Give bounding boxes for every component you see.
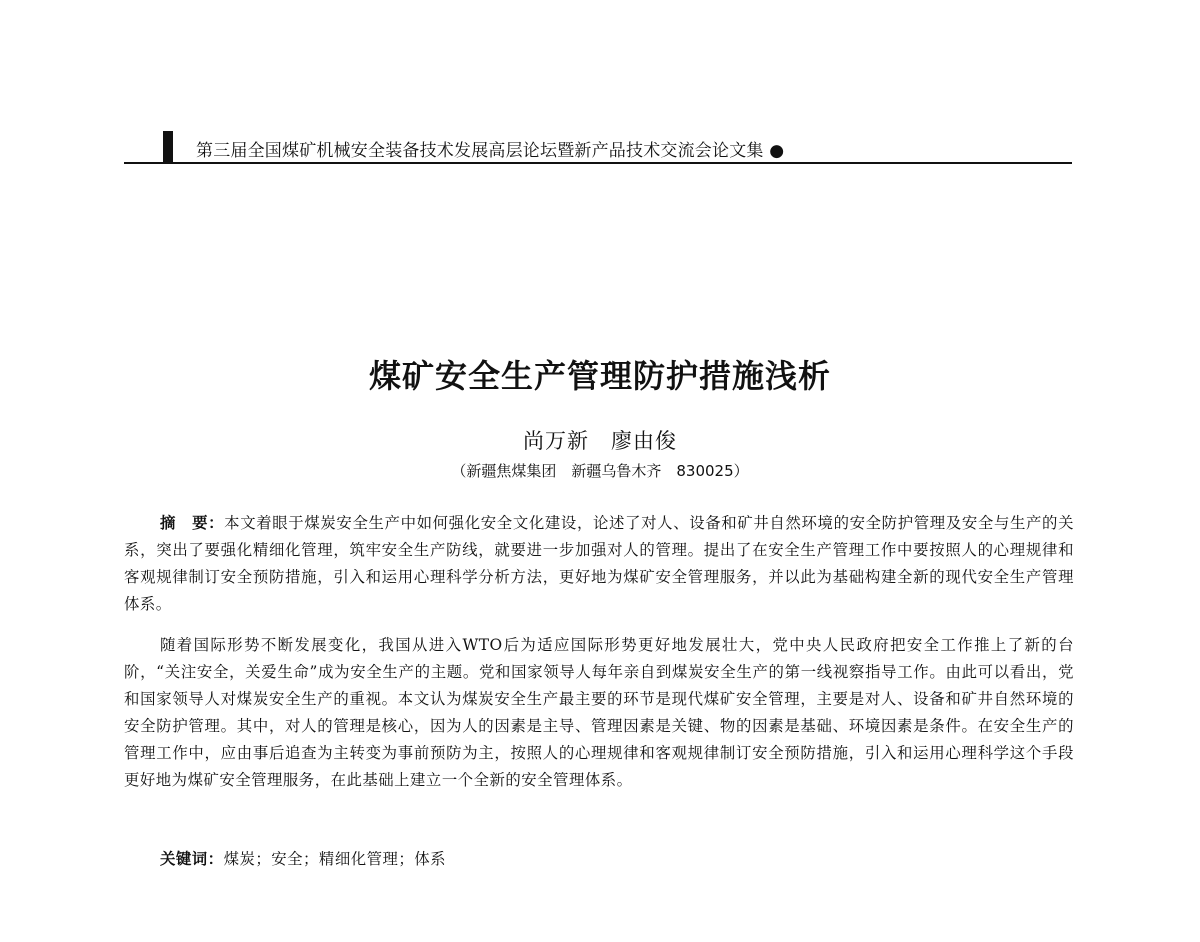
header-bar-mark: [163, 131, 173, 163]
header-rule: [124, 162, 1072, 164]
abstract-label: 摘 要：: [160, 514, 225, 532]
running-header: [196, 136, 784, 161]
paper-authors: 尚万新 廖由俊: [523, 429, 677, 453]
paper-title: 煤矿安全生产管理防护措施浅析: [368, 357, 831, 395]
header-bullet: ●: [769, 141, 785, 161]
intro-text: 随着国际形势不断发展变化，我国从进入WTO后为适应国际形势更好地发展壮大，党中央人民政府把安全工作推上了新的台阶，“关注安全，关爱生命”成为安全生产的主题。党和国家领导人每年亲自到煤炭安全生产的第一线视察指导工作。由此可以看出，党和国家领导人对煤炭安全生产的重视。本文认为煤炭安全生产最主要的环节是现代煤矿安全管理，主要是对人、设备和矿井自然环境的安全防护管理。其中，对人的管理是核心，因为人的因素是主导、管理因素是关键、物的因素是基础、环境因素是条件。在安全生产的管理工作中，应由事后追查为主转变为事前预防为主，按照人的心理规律和客观规律制订安全预防措施，引入和运用心理科学这个手段更好地为煤矿安全管理服务，在此基础上建立一个全新的安全管理体系。: [124, 636, 1074, 789]
intro-paragraph: [124, 632, 1074, 794]
keywords-label: 关键词：: [160, 850, 224, 868]
abstract-text: 本文着眼于煤炭安全生产中如何强化安全文化建设，论述了对人、设备和矿井自然环境的安全防护管理及安全与生产的关系，突出了要强化精细化管理，筑牢安全生产防线，就要进一步加强对人的管理。提出了在安全生产管理工作中要按照人的心理规律和客观规律制订安全预防措施，引入和运用心理科学分析方法，更好地为煤矿安全管理服务，并以此为基础构建全新的现代安全生产管理体系。: [124, 514, 1074, 613]
paper-affiliation: （新疆焦煤集团 新疆乌鲁木齐 830025）: [451, 462, 749, 480]
keywords-line: [160, 847, 446, 869]
keywords-text: 煤炭；安全；精细化管理；体系: [223, 850, 447, 868]
abstract-paragraph: [124, 510, 1074, 618]
series-title: 第三届全国煤矿机械安全装备技术发展高层论坛暨新产品技术交流会论文集: [196, 141, 764, 161]
